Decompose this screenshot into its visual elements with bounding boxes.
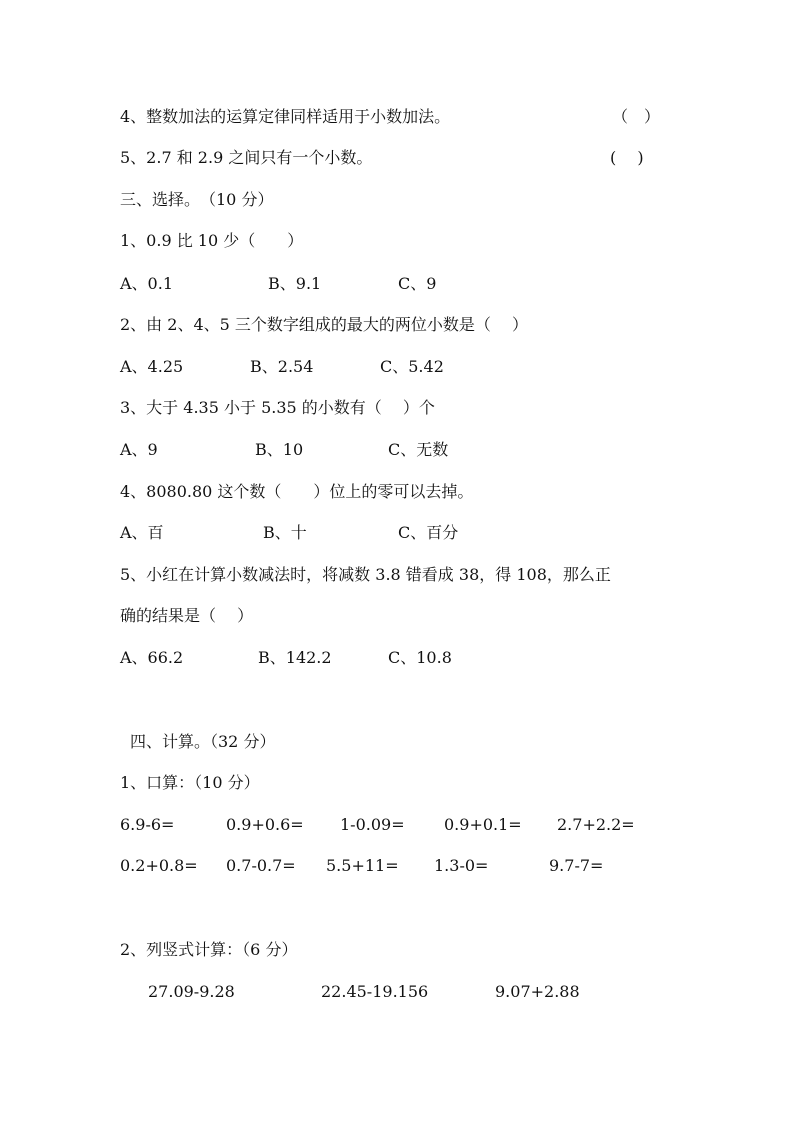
choice-q2-option-a[interactable]: A、4.25 (120, 357, 184, 376)
vertical-item: 27.09-9.28 (148, 982, 235, 1001)
vertical-item: 9.07+2.88 (495, 982, 580, 1001)
choice-q5-stem-line2: 确的结果是（ ） (120, 606, 254, 625)
choice-section-heading: 三、选择。 （10 分） (120, 190, 274, 209)
calc-oral-heading: 1、口算：（10 分） (120, 773, 260, 792)
oral-item: 1.3-0= (434, 856, 489, 875)
judge-q4-text: 4、整数加法的运算定律同样适用于小数加法。 (120, 107, 451, 126)
choice-q2-stem: 2、由 2、4、5 三个数字组成的最大的两位小数是（ ） (120, 315, 528, 334)
oral-item: 0.7-0.7= (226, 856, 296, 875)
judge-q5-text: 5、2.7 和 2.9 之间只有一个小数。 (120, 148, 373, 167)
choice-q1-option-a[interactable]: A、0.1 (120, 274, 174, 293)
oral-item: 9.7-7= (549, 856, 604, 875)
choice-q3-stem: 3、大于 4.35 小于 5.35 的小数有（ ）个 (120, 398, 435, 417)
choice-q4-option-b[interactable]: B、十 (263, 523, 307, 542)
vertical-item: 22.45-19.156 (321, 982, 429, 1001)
calc-vertical-heading: 2、列竖式计算：（6 分） (120, 940, 298, 959)
choice-q3-option-a[interactable]: A、9 (120, 440, 158, 459)
choice-q5-option-c[interactable]: C、10.8 (388, 648, 452, 667)
choice-q3-option-b[interactable]: B、10 (255, 440, 304, 459)
oral-item: 0.9+0.1= (444, 815, 522, 834)
choice-q2-option-b[interactable]: B、2.54 (250, 357, 314, 376)
choice-q5-option-b[interactable]: B、142.2 (258, 648, 332, 667)
oral-item: 6.9-6= (120, 815, 175, 834)
calc-section-heading: 四、计算。（32 分） (130, 732, 276, 751)
choice-q1-stem: 1、0.9 比 10 少（ ） (120, 231, 304, 250)
choice-q5-option-a[interactable]: A、66.2 (120, 648, 184, 667)
choice-q2-option-c[interactable]: C、5.42 (380, 357, 444, 376)
oral-item: 1-0.09= (340, 815, 405, 834)
choice-q1-option-c[interactable]: C、9 (398, 274, 437, 293)
choice-q5-stem-line1: 5、小红在计算小数减法时，将减数 3.8 错看成 38，得 108，那么正 (120, 565, 611, 584)
choice-q1-option-b[interactable]: B、9.1 (268, 274, 322, 293)
choice-q3-option-c[interactable]: C、无数 (388, 440, 449, 459)
judge-q5-answer-paren[interactable]: ( ) (610, 148, 644, 167)
oral-item: 0.2+0.8= (120, 856, 198, 875)
oral-item: 5.5+11= (326, 856, 399, 875)
oral-item: 0.9+0.6= (226, 815, 304, 834)
choice-q4-option-a[interactable]: A、百 (120, 523, 164, 542)
choice-q4-stem: 4、8080.80 这个数（ ）位上的零可以去掉。 (120, 482, 474, 501)
oral-item: 2.7+2.2= (557, 815, 635, 834)
choice-q4-option-c[interactable]: C、百分 (398, 523, 459, 542)
judge-q4-answer-paren[interactable]: （ ） (612, 107, 661, 126)
